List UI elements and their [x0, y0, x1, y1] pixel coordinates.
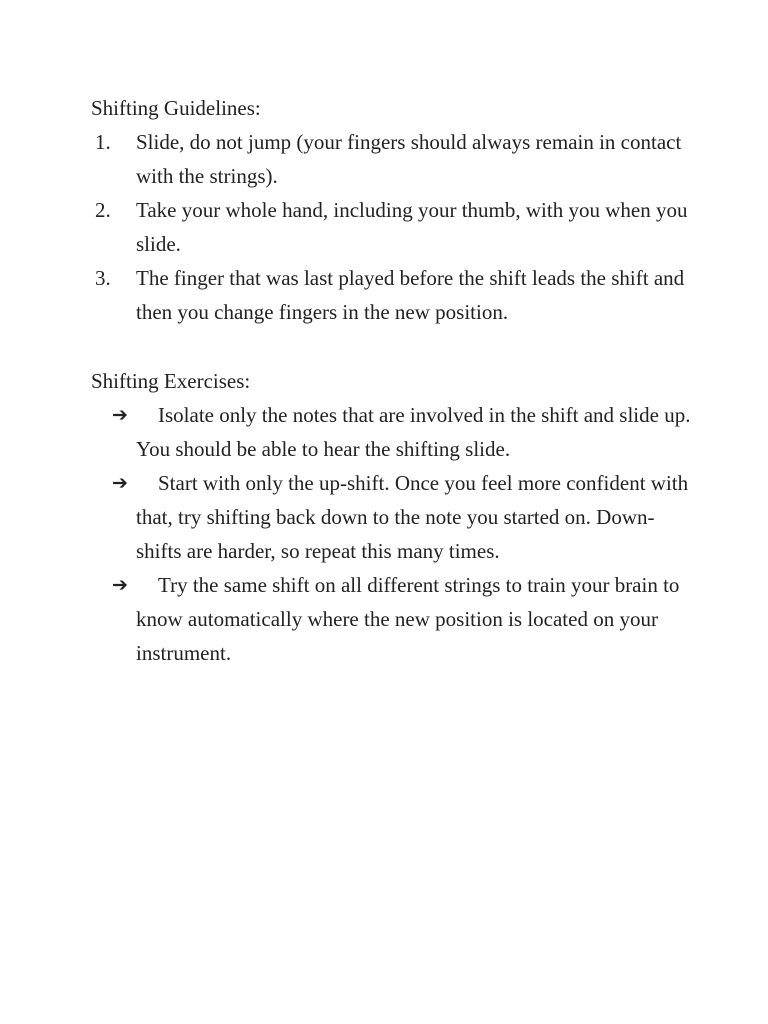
right-arrow-icon: ➔ [112, 472, 128, 494]
exercises-list [0, 398, 768, 670]
list-item [0, 125, 696, 193]
list-item-text: Take your whole hand, including your thumb, with you when you slide. [136, 198, 688, 256]
list-item-number: 3. [95, 266, 111, 290]
list-item-text: The finger that was last played before the shift leads the shift and then you change fingers in the new position. [136, 266, 685, 324]
list-item-text: Slide, do not jump (your fingers should always remain in contact with the strings). [136, 130, 682, 188]
list-item-number: 1. [95, 130, 111, 154]
exercises-heading: Shifting Exercises: [91, 369, 251, 393]
guidelines-list [0, 125, 768, 329]
list-item-text: Isolate only the notes that are involved in the shift and slide up. You should be able to hear the shifting slide. [136, 403, 691, 461]
right-arrow-icon: ➔ [112, 404, 128, 426]
list-item-text: Start with only the up-shift. Once you feel more confident with that, try shifting back down to the note you started on. Down-shifts are harder, so repeat this many times. [136, 471, 689, 563]
list-item [0, 261, 696, 329]
list-item-number: 2. [95, 198, 111, 222]
list-item [0, 568, 696, 670]
guidelines-heading: Shifting Guidelines: [91, 96, 261, 120]
list-item [0, 398, 696, 466]
list-item-text: Try the same shift on all different strings to train your brain to know automatically where the new position is located on your instrument. [136, 573, 680, 665]
right-arrow-icon: ➔ [112, 574, 128, 596]
list-item [0, 466, 696, 568]
list-item [0, 193, 696, 261]
